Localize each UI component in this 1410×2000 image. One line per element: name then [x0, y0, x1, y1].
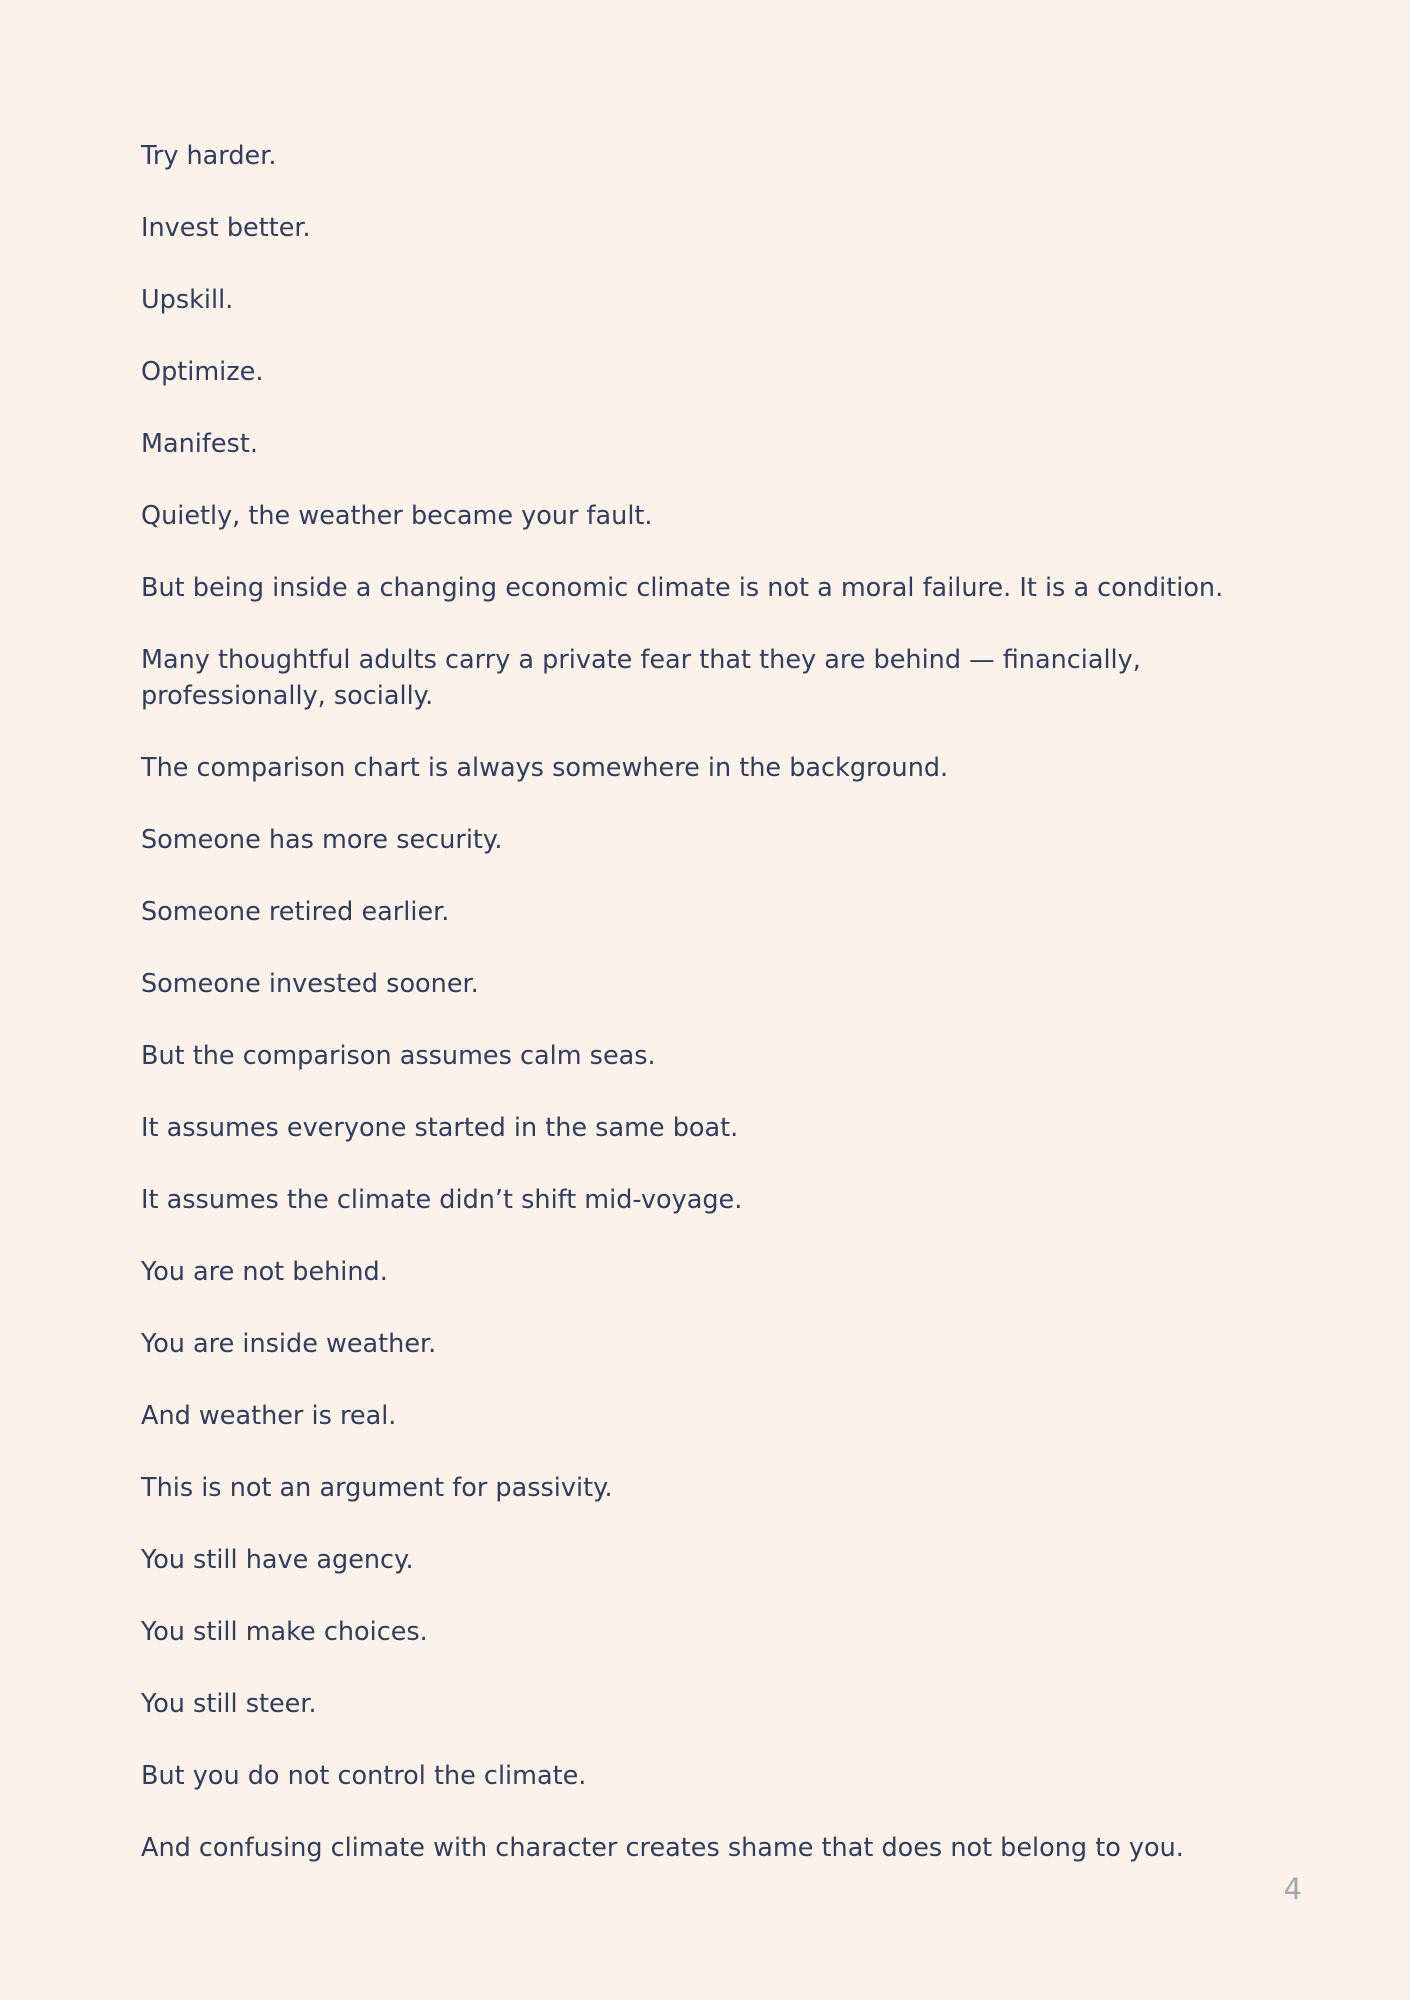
paragraph: And weather is real.	[141, 1401, 397, 1431]
paragraph: Someone retired earlier.	[141, 897, 450, 927]
paragraph: But being inside a changing economic climate is not a moral failure. It is a condition.	[141, 573, 1224, 603]
paragraph: Try harder.	[141, 141, 277, 171]
paragraph: You still have agency.	[141, 1545, 414, 1575]
paragraph: Optimize.	[141, 357, 264, 387]
paragraph: You still steer.	[141, 1689, 317, 1719]
body-text	[141, 138, 1241, 1866]
paragraph: Upskill.	[141, 285, 234, 315]
paragraph: But you do not control the climate.	[141, 1761, 587, 1791]
paragraph: It assumes everyone started in the same boat.	[141, 1113, 739, 1143]
paragraph: Someone has more security.	[141, 825, 503, 855]
paragraph: Manifest.	[141, 429, 258, 459]
paragraph: Quietly, the weather became your fault.	[141, 501, 653, 531]
paragraph: Many thoughtful adults carry a private fear that they are behind — financially, professionally, socially.	[141, 645, 1141, 711]
paragraph: It assumes the climate didn’t shift mid-voyage.	[141, 1185, 743, 1215]
paragraph: But the comparison assumes calm seas.	[141, 1041, 656, 1071]
paragraph: You still make choices.	[141, 1617, 428, 1647]
paragraph: And confusing climate with character creates shame that does not belong to you.	[141, 1833, 1184, 1863]
paragraph: You are inside weather.	[141, 1329, 437, 1359]
paragraph: This is not an argument for passivity.	[141, 1473, 613, 1503]
paragraph: Someone invested sooner.	[141, 969, 479, 999]
paragraph: You are not behind.	[141, 1257, 388, 1287]
page-number: 4	[1283, 1872, 1302, 1906]
paragraph: The comparison chart is always somewhere in the background.	[141, 753, 949, 783]
paragraph: Invest better.	[141, 213, 311, 243]
